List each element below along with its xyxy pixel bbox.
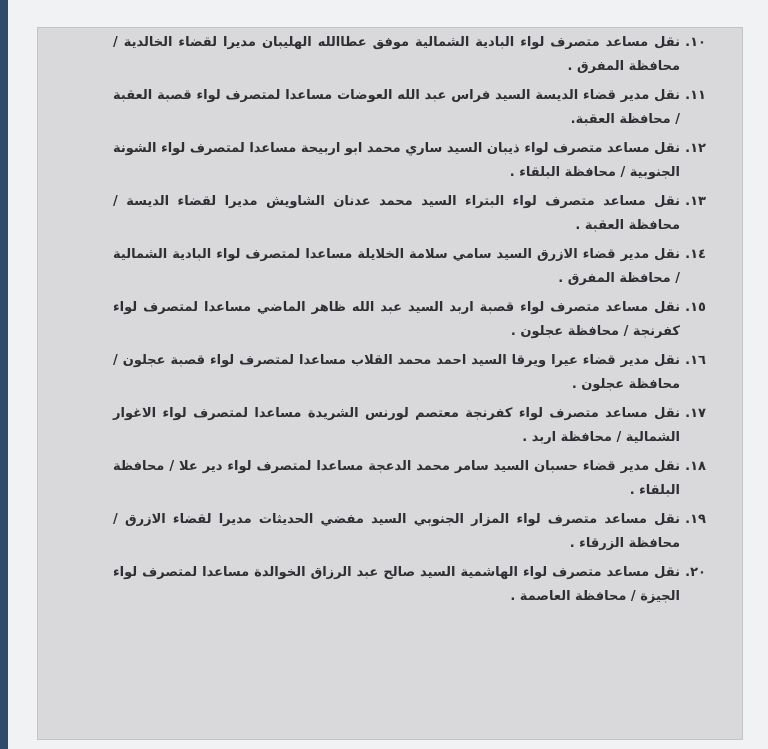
item-number: ١٠. — [685, 35, 706, 50]
item-number: ١٦. — [685, 353, 706, 368]
list-item — [113, 31, 706, 79]
item-number: ١٣. — [685, 194, 706, 209]
item-number: ١١. — [685, 88, 706, 103]
decision-list — [113, 31, 706, 614]
list-item — [113, 561, 706, 609]
item-text: نقل مساعد متصرف لواء ذيبان السيد ساري محمد ابو اربيحة مساعدا لمتصرف لواء الشونة الجنوبية / محافظة البلقاء . — [113, 141, 680, 180]
list-item — [113, 84, 706, 132]
list-item — [113, 349, 706, 397]
item-text: نقل مساعد متصرف لواء البتراء السيد محمد عدنان الشاويش مديرا لقضاء الديسة / محافظة العقبة . — [113, 194, 680, 233]
item-number: ١٩. — [685, 512, 706, 527]
item-number: ١٥. — [685, 300, 706, 315]
item-text: نقل مساعد متصرف لواء الهاشمية السيد صالح عبد الرزاق الخوالدة مساعدا لمتصرف لواء الجيزة / محافظة العاصمة . — [113, 565, 680, 604]
list-item — [113, 243, 706, 291]
item-text: نقل مدير قضاء الديسة السيد فراس عبد الله العوضات مساعدا لمتصرف لواء قصبة العقبة / محافظة العقبة. — [113, 88, 680, 127]
list-item — [113, 508, 706, 556]
item-number: ١٨. — [685, 459, 706, 474]
list-item — [113, 402, 706, 450]
item-text: نقل مساعد متصرف لواء قصبة اربد السيد عبد الله ظاهر الماضي مساعدا لمتصرف لواء كفرنجة / محافظة عجلون . — [113, 300, 680, 339]
item-number: ١٢. — [685, 141, 706, 156]
item-number: ٢٠. — [685, 565, 706, 580]
item-text: نقل مدير قضاء عيرا ويرقا السيد احمد محمد القلاب مساعدا لمتصرف لواء قصبة عجلون / محافظة عجلون . — [113, 353, 680, 392]
list-item — [113, 137, 706, 185]
document-scan — [37, 27, 743, 740]
list-item — [113, 190, 706, 238]
item-text: نقل مدير قضاء حسبان السيد سامر محمد الدعجة مساعدا لمتصرف لواء دير علا / محافظة البلقاء . — [113, 459, 680, 498]
item-number: ١٤. — [685, 247, 706, 262]
item-text: نقل مساعد متصرف لواء البادية الشمالية موفق عطاالله الهليبان مديرا لقضاء الخالدية / محافظة المفرق . — [113, 35, 680, 74]
list-item — [113, 296, 706, 344]
item-text: نقل مساعد متصرف لواء المزار الجنوبي السيد مفضي الحديثات مديرا لقضاء الازرق / محافظة الزرقاء . — [113, 512, 680, 551]
list-item — [113, 455, 706, 503]
left-edge-bar — [0, 0, 8, 749]
item-number: ١٧. — [685, 406, 706, 421]
item-text: نقل مساعد متصرف لواء كفرنجة معتصم لورنس الشريدة مساعدا لمتصرف لواء الاغوار الشمالية / محافظة اربد . — [113, 406, 680, 445]
item-text: نقل مدير قضاء الازرق السيد سامي سلامة الخلايلة مساعدا لمتصرف لواء البادية الشمالية / محافظة المفرق . — [113, 247, 680, 286]
